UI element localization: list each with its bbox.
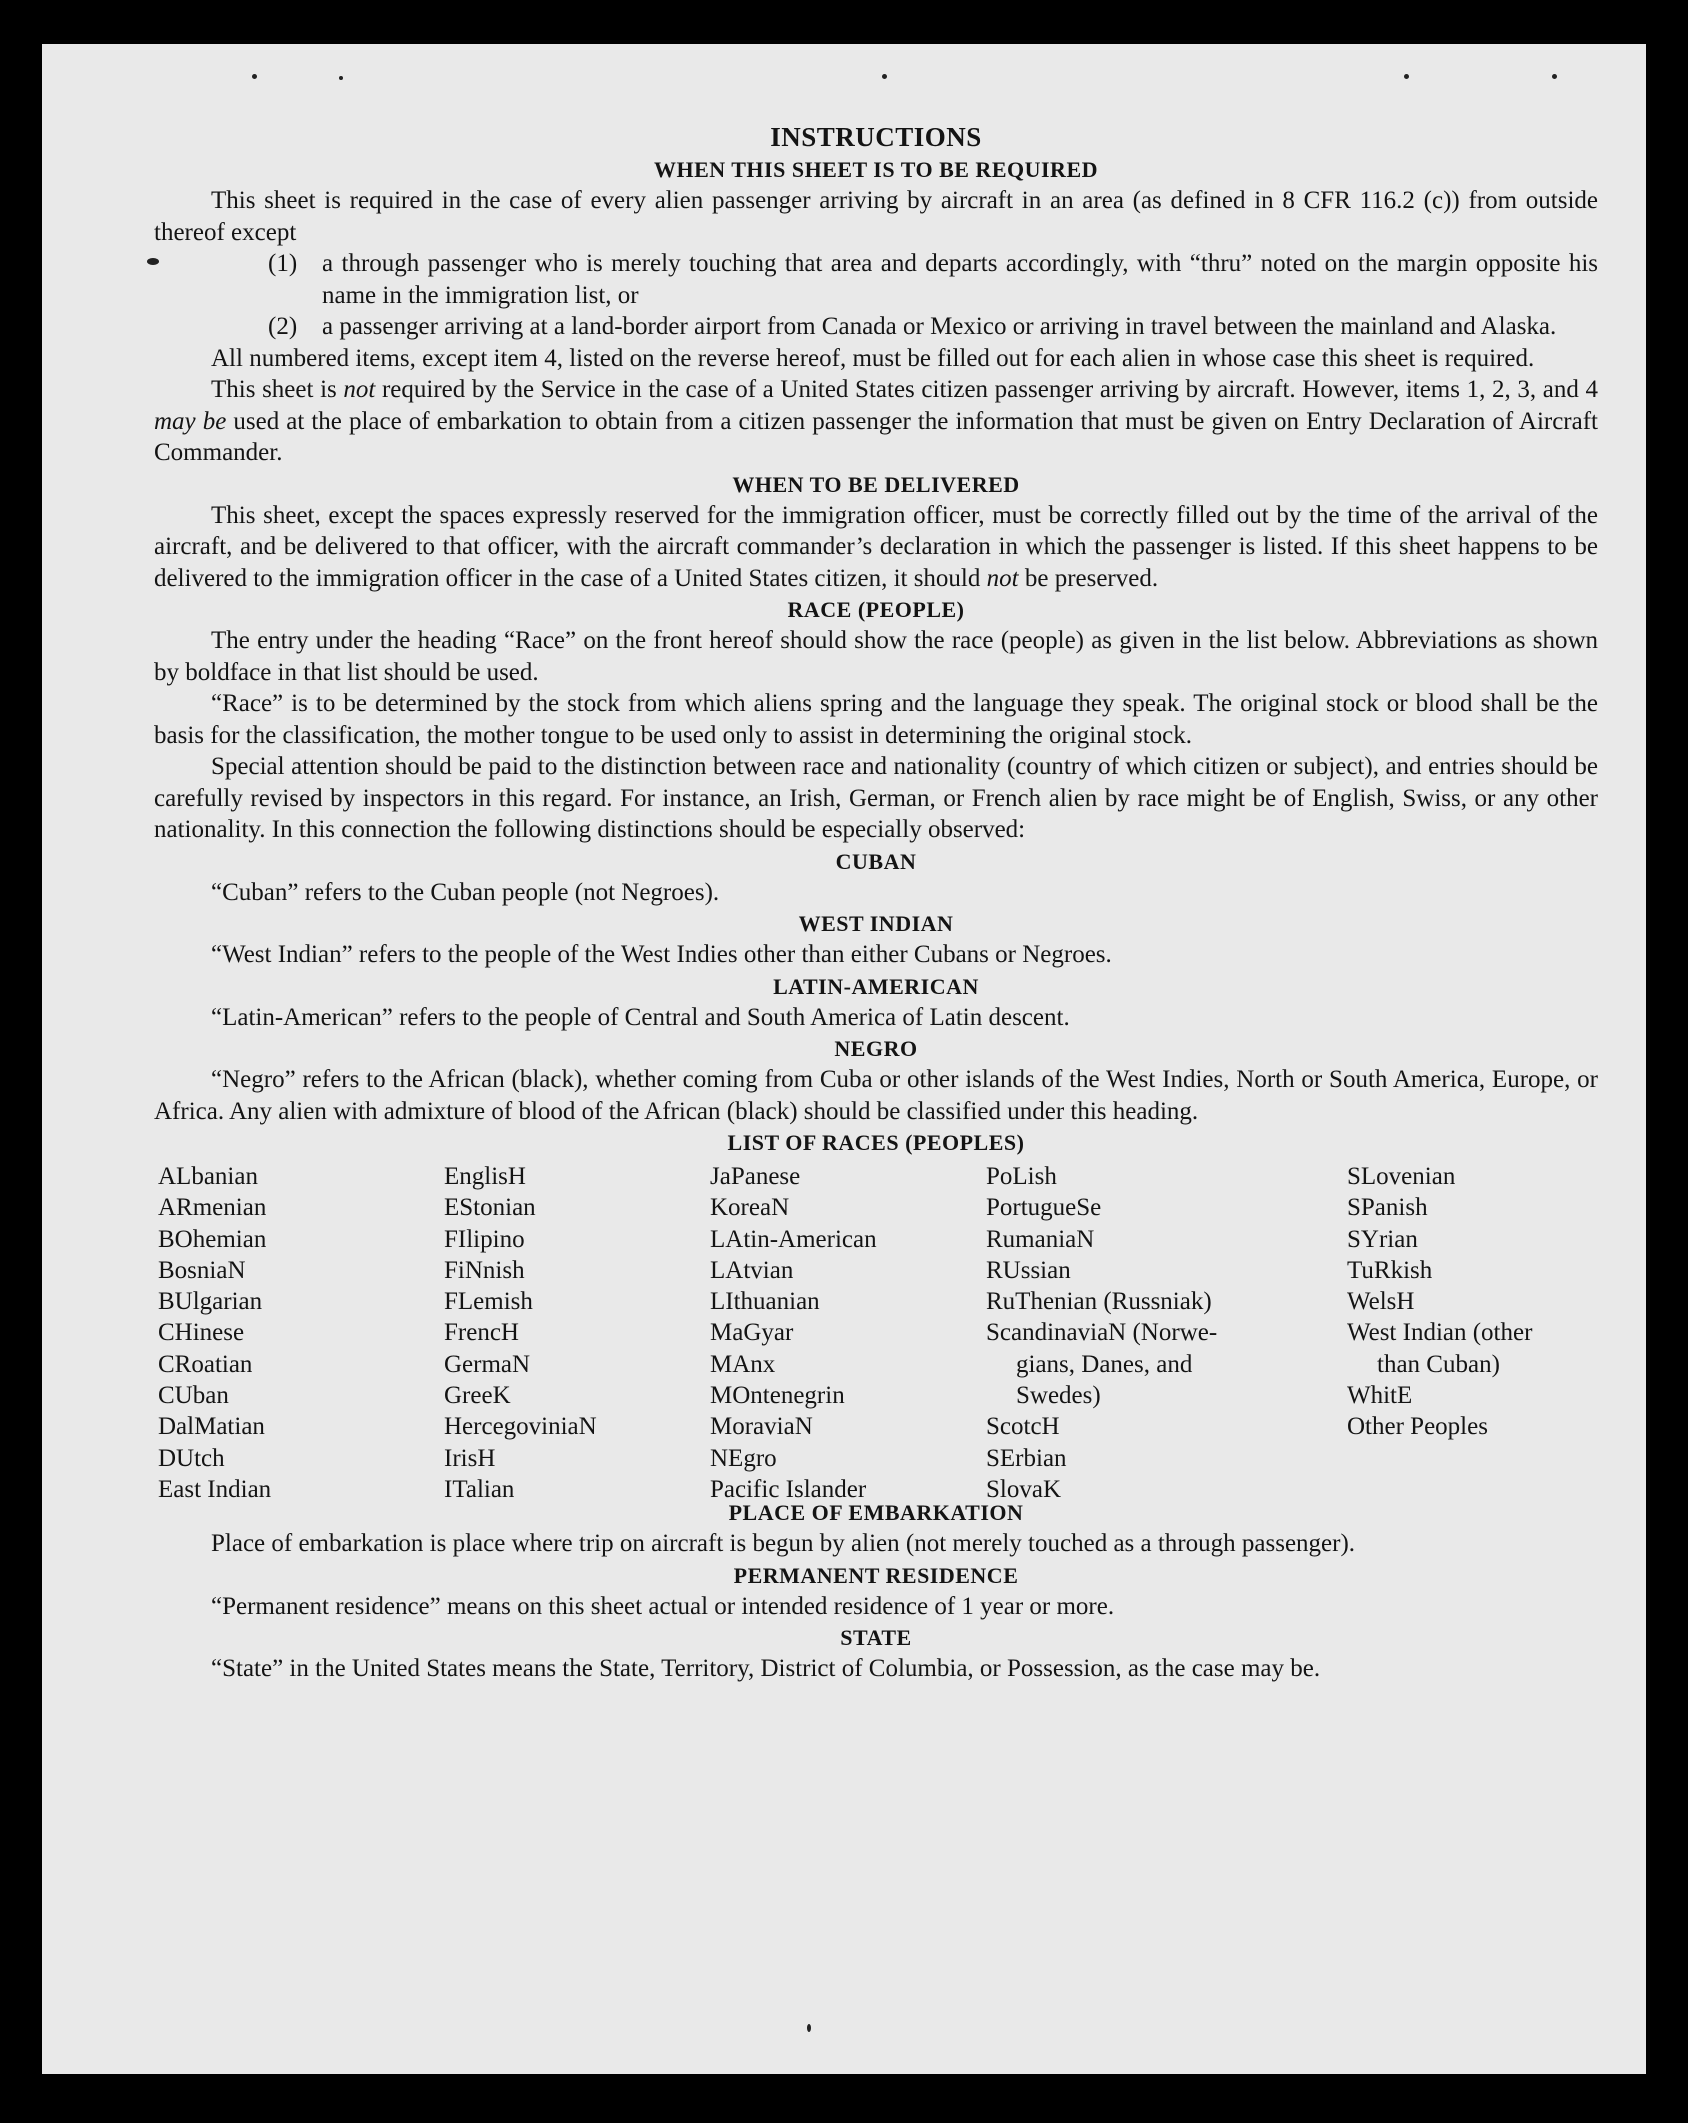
races-column-3 [710, 1161, 877, 1505]
item-number: (1) [268, 250, 298, 277]
race-list-item: ARmenian [158, 1194, 267, 1222]
race-list-item: ITalian [444, 1475, 515, 1503]
text-run: This sheet is [211, 376, 344, 403]
race-list-item: SLovenian [1347, 1163, 1456, 1190]
item-text: a passenger arriving at a land-border airport from Canada or Mexico or arriving in travel between the mainland and Alaska. [322, 313, 1557, 340]
race-list-item: WelsH [1347, 1288, 1415, 1316]
text-run: required by the Service in the case of a United States citizen passenger arriving by aircraft. However, items 1, 2, 3, and 4 [375, 376, 1598, 403]
race-list-item: DUtch [158, 1444, 225, 1472]
race-list-item: SErbian [986, 1444, 1067, 1472]
speck [1404, 74, 1409, 79]
section-heading-latin-american: LATIN-AMERICAN [773, 973, 979, 999]
race-list-item: PortugueSe [986, 1194, 1102, 1222]
race-list-item: CUban [158, 1382, 229, 1410]
section-heading-when-required: WHEN THIS SHEET IS TO BE REQUIRED [653, 157, 1099, 182]
exception-item-1 [154, 248, 1598, 311]
section-heading-permanent-residence: PERMANENT RESIDENCE [733, 1562, 1019, 1588]
race-list-item: LAtin-American [710, 1225, 877, 1253]
page-title: INSTRUCTIONS [770, 122, 982, 152]
races-column-5 [1347, 1161, 1532, 1443]
list-of-races [154, 1161, 1598, 1503]
race-list-item: GreeK [444, 1382, 511, 1410]
item-text: a through passenger who is merely touching that area and departs accordingly, with “thru” noted on the margin opposite his name in the immigration list, or [322, 250, 1598, 309]
race-list-item: West Indian (other [1347, 1319, 1533, 1347]
speck [807, 2024, 811, 2032]
race-paragraph-2: “Race” is to be determined by the stock from which aliens spring and the language they speak. The original stock or blood shall be the basis for the classification, the mother tongue to be used only to assist in determining the original stock. [154, 690, 1598, 749]
when-delivered-paragraph [154, 500, 1598, 595]
race-list-item: HercegoviniaN [444, 1413, 597, 1441]
instructions-body [154, 120, 1598, 1685]
race-list-item: Swedes) [1016, 1382, 1101, 1410]
race-list-item: TuRkish [1347, 1256, 1433, 1284]
text-run: used at the place of embarkation to obtain from a citizen passenger the information that must be given on Entry Declaration of Aircraft Commander. [154, 407, 1599, 466]
race-list-item: than Cuban) [1377, 1350, 1500, 1378]
race-list-item: gians, Danes, and [1016, 1350, 1193, 1378]
race-list-item: SYrian [1347, 1225, 1418, 1253]
race-list-item: CRoatian [158, 1350, 253, 1378]
section-heading-list-of-races: LIST OF RACES (PEOPLES) [727, 1130, 1025, 1155]
race-list-item: JaPanese [710, 1163, 801, 1190]
race-list-item: ALbanian [158, 1163, 258, 1190]
race-list-item: CHinese [158, 1319, 245, 1347]
race-list-item: MAnx [710, 1350, 776, 1378]
race-list-item: MoraviaN [710, 1413, 813, 1441]
document-page [42, 44, 1646, 2074]
race-list-item: RuThenian (Russniak) [986, 1288, 1212, 1316]
race-list-item: EnglisH [444, 1163, 526, 1190]
race-list-item: BUlgarian [158, 1288, 263, 1316]
race-list-item: LIthuanian [710, 1288, 820, 1316]
section-heading-race: RACE (PEOPLE) [787, 597, 965, 622]
race-list-item: RumaniaN [986, 1225, 1095, 1253]
race-list-item: SlovaK [986, 1475, 1061, 1503]
race-list-item: Other Peoples [1347, 1413, 1488, 1441]
exception-item-2 [154, 311, 1598, 343]
text-run: This sheet, except the spaces expressly reserved for the immigration officer, must be correctly filled out by the time of the arrival of the aircraft, and be delivered to that officer, with the aircraft commander’s declaration in which the passenger is listed. If this sheet happens to be delivered to the immigration officer in the case of a United States citizen, it should [154, 501, 1598, 592]
race-list-item: RUssian [986, 1256, 1071, 1284]
race-list-item: FrencH [444, 1319, 519, 1347]
race-list-item: NEgro [710, 1444, 777, 1472]
race-list-item: MaGyar [710, 1319, 794, 1347]
item-number: (2) [268, 313, 298, 340]
state-definition: “State” in the United States means the State, Territory, District of Columbia, or Possession, as the case may be. [211, 1655, 1321, 1682]
races-column-4 [986, 1161, 1217, 1505]
race-paragraph-1: The entry under the heading “Race” on the front hereof should show the race (people) as given in the list below. Abbreviations as shown by boldface in that list should be used. [154, 627, 1598, 686]
race-list-item: PoLish [986, 1163, 1057, 1190]
section-heading-west-indian: WEST INDIAN [798, 911, 954, 936]
race-list-item: FiNnish [444, 1256, 525, 1284]
section-heading-state: STATE [840, 1625, 912, 1650]
race-list-item: EStonian [444, 1194, 536, 1222]
race-list-item: BosniaN [158, 1256, 246, 1284]
cuban-definition: “Cuban” refers to the Cuban people (not Negroes). [211, 878, 720, 906]
text-run: be preserved. [1018, 564, 1159, 592]
emphasis: not [343, 376, 376, 403]
race-list-item: MOntenegrin [710, 1382, 845, 1410]
race-list-item: SPanish [1347, 1194, 1428, 1222]
emphasis: may be [154, 407, 227, 435]
section-heading-when-delivered: WHEN TO BE DELIVERED [732, 471, 1020, 497]
race-list-item: FLemish [444, 1288, 533, 1316]
section-heading-place-of-embarkation: PLACE OF EMBARKATION [728, 1500, 1024, 1525]
race-list-item: WhitE [1347, 1382, 1413, 1410]
place-of-embarkation-definition: Place of embarkation is place where trip on aircraft is begun by alien (not merely touched as a through passenger). [211, 1530, 1356, 1557]
section-heading-cuban: CUBAN [835, 848, 917, 874]
race-list-item: IrisH [444, 1444, 496, 1472]
race-list-item: ScotcH [986, 1413, 1060, 1441]
latin-american-definition: “Latin-American” refers to the people of Central and South America of Latin descent. [211, 1003, 1070, 1031]
citizen-paragraph [154, 374, 1598, 469]
race-list-item: East Indian [158, 1475, 272, 1503]
when-required-intro: This sheet is required in the case of every alien passenger arriving by aircraft in an area (as defined in 8 CFR 116.2 (c)) from outside thereof except [154, 187, 1598, 246]
speck [882, 74, 887, 79]
speck [252, 74, 257, 79]
races-column-1 [158, 1161, 271, 1505]
speck [1552, 74, 1557, 79]
race-list-item: ScandinaviaN (Norwe- [986, 1319, 1218, 1347]
west-indian-definition: “West Indian” refers to the people of the West Indies other than either Cubans or Negroes. [211, 941, 1112, 968]
emphasis: not [986, 564, 1019, 592]
race-list-item: Pacific Islander [710, 1475, 867, 1503]
race-paragraph-3: Special attention should be paid to the distinction between race and nationality (country of which citizen or subject), and entries should be carefully revised by inspectors in this regard. For instance, an Irish, German, or French alien by race might be of English, Swiss, or any other nationality. In this connection the following distinctions should be especially observed: [154, 753, 1598, 843]
race-list-item: KoreaN [710, 1194, 790, 1222]
race-list-item: LAtvian [710, 1256, 794, 1284]
race-list-item: BOhemian [158, 1225, 267, 1253]
speck [339, 76, 343, 80]
race-list-item: GermaN [444, 1350, 531, 1378]
negro-definition: “Negro” refers to the African (black), whether coming from Cuba or other islands of the West Indies, North or South America, Europe, or Africa. Any alien with admixture of blood of the African (black) should be classified under this heading. [154, 1066, 1598, 1125]
permanent-residence-definition: “Permanent residence” means on this sheet actual or intended residence of 1 year or more. [211, 1592, 1115, 1620]
race-list-item: DalMatian [158, 1413, 265, 1441]
races-column-2 [444, 1161, 597, 1505]
numbered-items-paragraph: All numbered items, except item 4, listed on the reverse hereof, must be filled out for each alien in whose case this sheet is required. [211, 344, 1535, 372]
section-heading-negro: NEGRO [834, 1036, 918, 1061]
race-list-item: FIlipino [444, 1225, 525, 1253]
